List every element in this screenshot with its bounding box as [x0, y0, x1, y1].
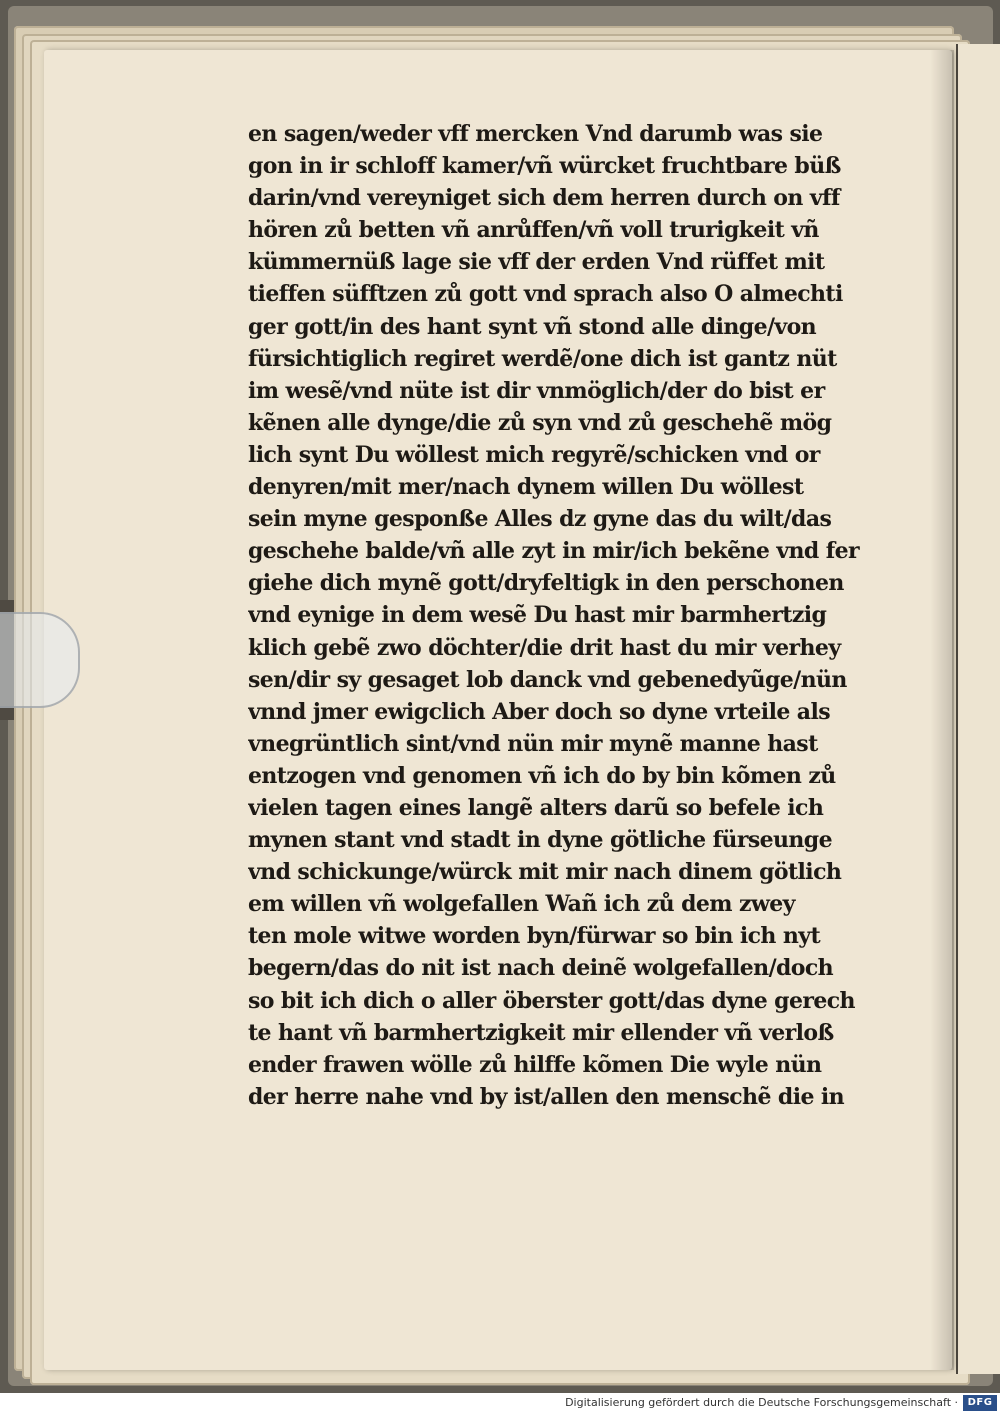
text-line: gon in ir schloff kamer/vñ würcket fruchtbare büß — [248, 153, 841, 180]
text-line: giehe dich mynẽ gott/dryfeltigk in den perschonen — [248, 570, 844, 597]
text-line: te hant vñ barmhertzigkeit mir ellender vñ verloß — [248, 1019, 834, 1046]
text-line: vnd schickunge/würck mit mir nach dinem götlich — [248, 859, 842, 886]
text-line: im wesẽ/vnd nüte ist dir vnmöglich/der do bist er — [248, 377, 825, 404]
text-line: hören zů betten vñ anrůffen/vñ voll trurigkeit vñ — [248, 217, 819, 244]
gutter-shadow — [930, 50, 954, 1370]
text-line: begern/das do nit ist nach deinẽ wolgefallen/doch — [248, 955, 834, 982]
text-line: ger gott/in des hant synt vñ stond alle dinge/von — [248, 313, 817, 340]
text-line: em willen vñ wolgefallen Wañ ich zů dem zwey — [248, 891, 795, 918]
text-line: so bit ich dich o aller öberster gott/das dyne gerech — [248, 987, 855, 1014]
text-line: kẽnen alle dynge/die zů syn vnd zů geschehẽ mög — [248, 409, 832, 436]
page-clip — [0, 612, 80, 708]
text-line: ender frawen wölle zů hilffe kõmen Die wyle nün — [248, 1051, 822, 1078]
text-line: lich synt Du wöllest mich regyrẽ/schicken vnd or — [248, 441, 820, 468]
text-line: sein myne gesponße Alles dz gyne das du wilt/das — [248, 506, 832, 533]
text-line: vielen tagen eines langẽ alters darũ so befele ich — [248, 794, 824, 821]
text-line: darin/vnd vereyniget sich dem herren durch on vff — [248, 185, 840, 212]
text-line: klich gebẽ zwo döchter/die drit hast du mir verhey — [248, 634, 841, 661]
text-line: vnd eynige in dem wesẽ Du hast mir barmhertzig — [248, 602, 827, 629]
text-line: denyren/mit mer/nach dynem willen Du wöllest — [248, 474, 804, 501]
text-line: tieffen süfftzen zů gott vnd sprach also O almechti — [248, 281, 843, 308]
text-block — [248, 118, 868, 1113]
footer-bar — [0, 1393, 1000, 1414]
text-line: fürsichtiglich regiret werdẽ/one dich ist gantz nüt — [248, 345, 837, 372]
text-line: geschehe balde/vñ alle zyt in mir/ich bekẽne vnd fer — [248, 538, 860, 565]
text-line: sen/dir sy gesaget lob danck vnd gebenedyũge/nün — [248, 666, 847, 693]
footer-credit: Digitalisierung gefördert durch die Deutsche Forschungsgemeinschaft · — [565, 1396, 958, 1409]
text-line: entzogen vnd genomen vñ ich do by bin kõmen zů — [248, 762, 836, 789]
text-line: ten mole witwe worden byn/fürwar so bin ich nyt — [248, 923, 821, 950]
text-line: vnnd jmer ewigclich Aber doch so dyne vrteile als — [248, 698, 830, 725]
text-line: en sagen/weder vff mercken Vnd darumb was sie — [248, 121, 823, 147]
text-line: mynen stant vnd stadt in dyne götliche fürseunge — [248, 827, 832, 854]
text-line: vnegrüntlich sint/vnd nün mir mynẽ manne hast — [248, 730, 818, 757]
text-line: kümmernüß lage sie vff der erden Vnd rüffet mit — [248, 249, 825, 276]
facing-page — [956, 44, 1000, 1374]
dfg-logo: DFG — [963, 1395, 997, 1411]
text-line: der herre nahe vnd by ist/allen den menschẽ die in — [248, 1083, 845, 1110]
